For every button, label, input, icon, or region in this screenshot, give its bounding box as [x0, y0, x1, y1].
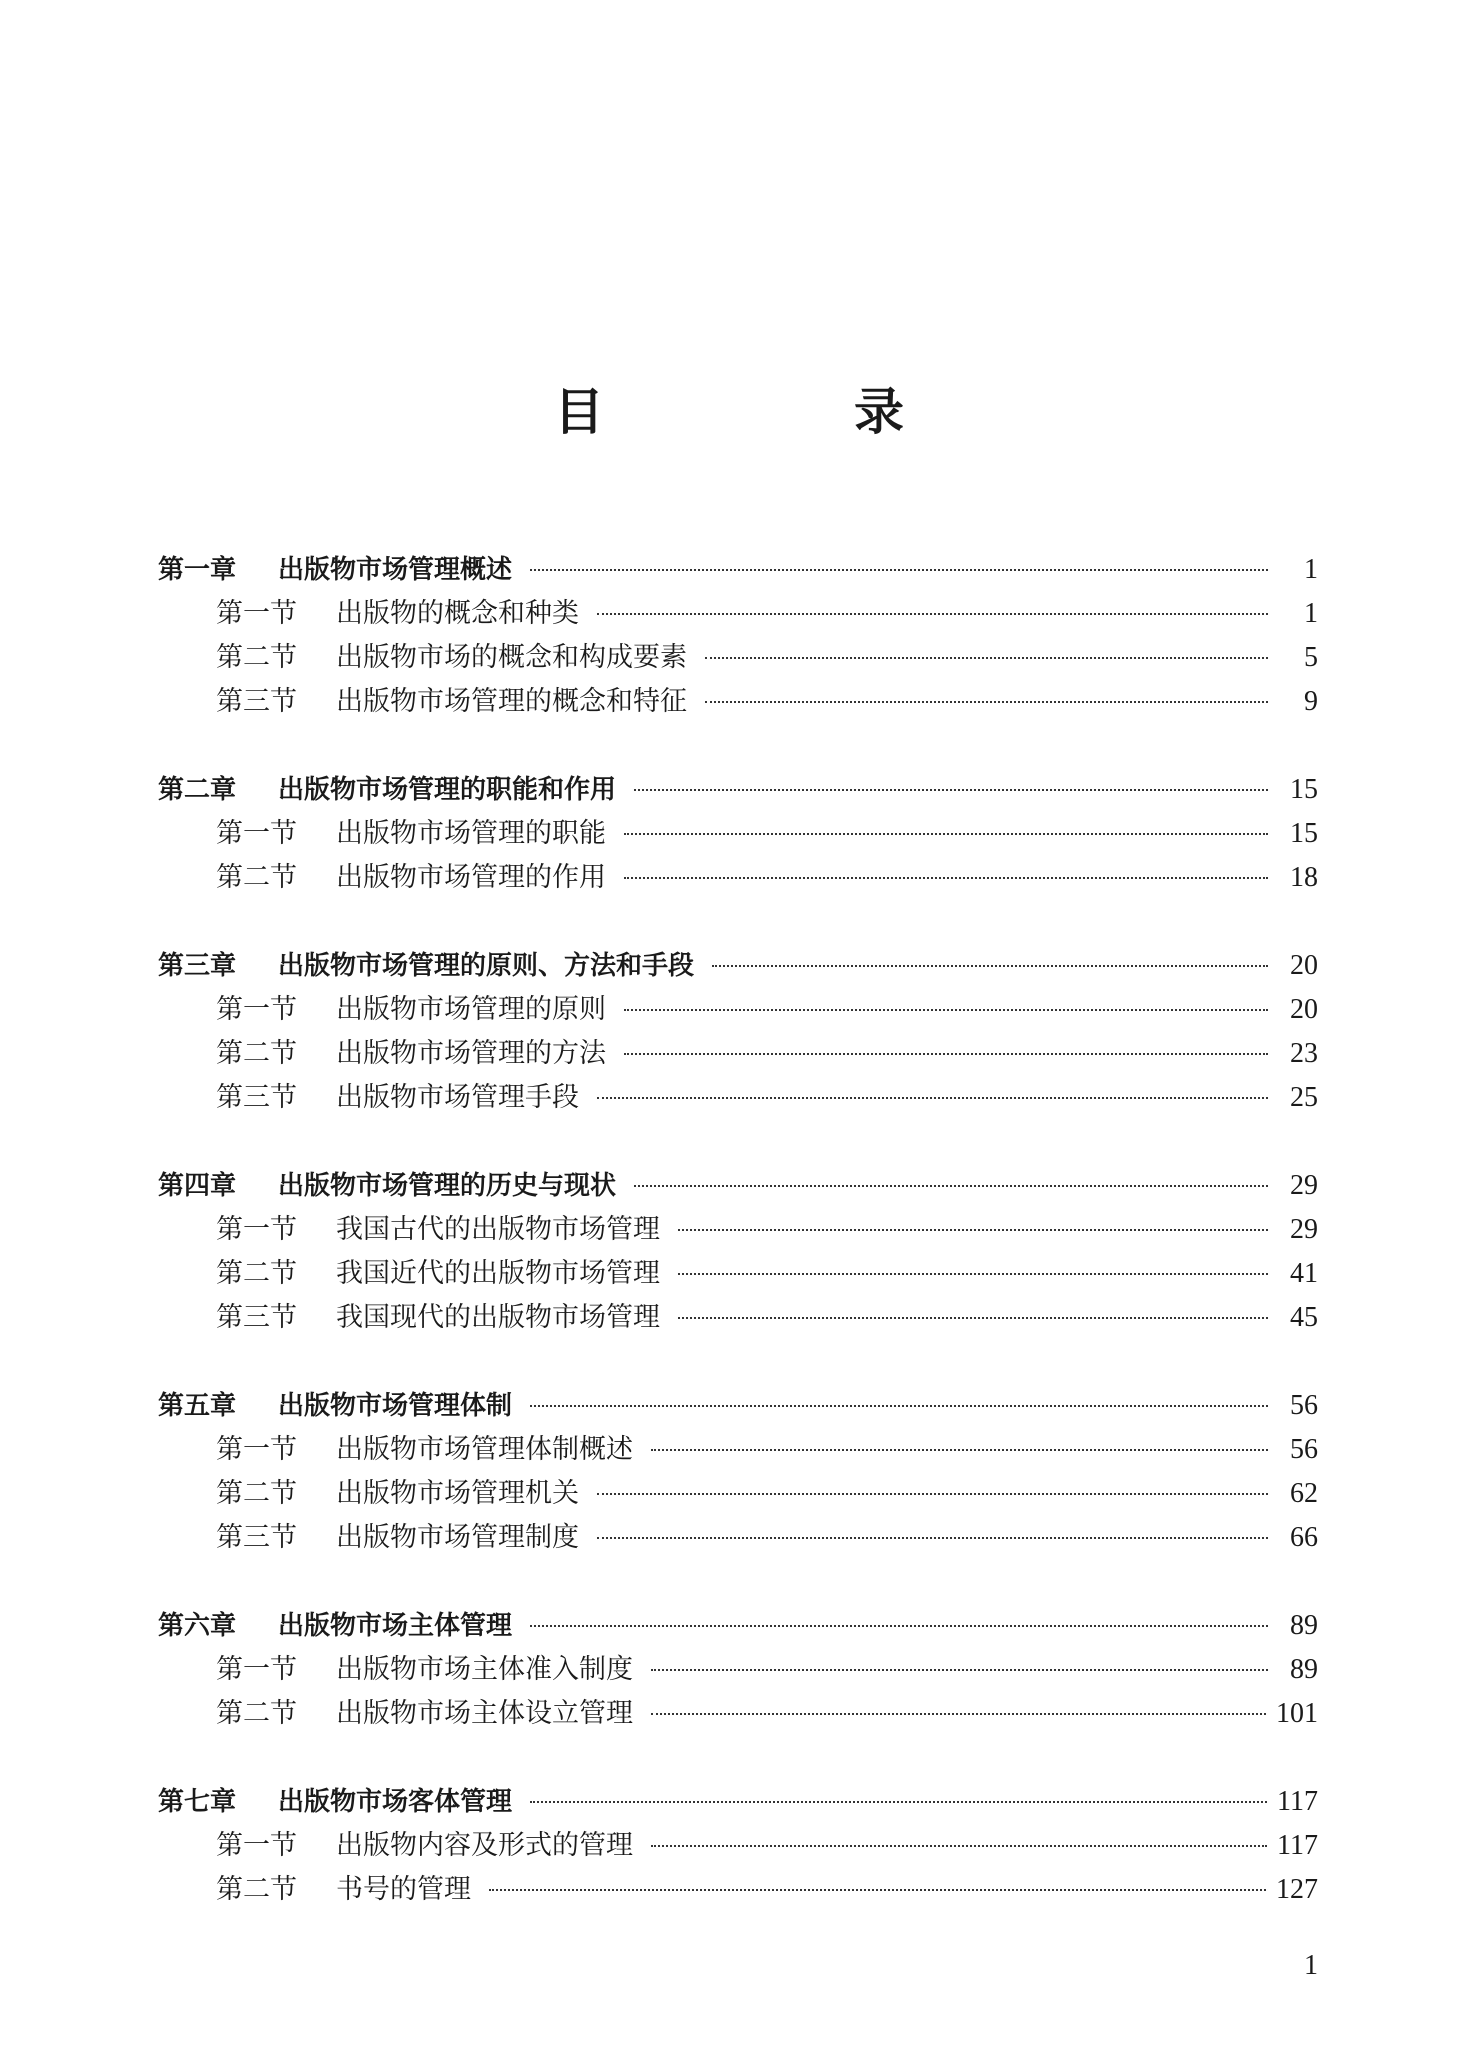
- toc-chapter-row[interactable]: [158, 1384, 1318, 1428]
- section-label: 第一节: [216, 1654, 297, 1685]
- dot-leader: [624, 1009, 1268, 1011]
- section-label: 第二节: [216, 862, 297, 893]
- section-label: 第三节: [216, 1522, 297, 1553]
- section-title: 出版物的概念和种类: [336, 598, 579, 629]
- dot-leader: [634, 789, 1268, 791]
- page-ref: 45: [1290, 1302, 1318, 1333]
- page-ref: 89: [1290, 1610, 1318, 1641]
- section-label: 第二节: [216, 1478, 297, 1509]
- toc-section-row[interactable]: [158, 1032, 1318, 1076]
- dot-leader: [624, 1053, 1268, 1055]
- toc-chapter-row[interactable]: [158, 1604, 1318, 1648]
- dot-leader: [597, 1537, 1268, 1539]
- dot-leader: [678, 1229, 1268, 1231]
- page-ref: 62: [1290, 1478, 1318, 1509]
- dot-leader: [597, 1493, 1268, 1495]
- section-label: 第一节: [216, 994, 297, 1025]
- section-title: 出版物市场主体准入制度: [336, 1654, 633, 1685]
- page-ref: 29: [1290, 1170, 1318, 1201]
- page-ref: 56: [1290, 1434, 1318, 1465]
- page-ref: 20: [1290, 994, 1318, 1025]
- section-title: 出版物市场的概念和构成要素: [336, 642, 687, 673]
- toc-section-row[interactable]: [158, 1208, 1318, 1252]
- toc-section-row[interactable]: [158, 1428, 1318, 1472]
- section-title: 出版物市场管理的概念和特征: [336, 686, 687, 717]
- page-ref: 9: [1304, 686, 1318, 717]
- chapter-title: 出版物市场管理的原则、方法和手段: [278, 951, 695, 981]
- chapter-title: 出版物市场主体管理: [278, 1611, 513, 1641]
- section-title: 我国现代的出版物市场管理: [336, 1302, 660, 1333]
- section-label: 第二节: [216, 1874, 297, 1905]
- chapter-label: 第二章: [158, 775, 237, 805]
- dot-leader: [705, 657, 1268, 659]
- section-label: 第二节: [216, 1258, 297, 1289]
- dot-leader: [651, 1713, 1266, 1715]
- dot-leader: [651, 1449, 1268, 1451]
- toc-section-row[interactable]: [158, 856, 1318, 900]
- chapter-title: 出版物市场管理的历史与现状: [278, 1171, 617, 1201]
- section-title: 我国古代的出版物市场管理: [336, 1214, 660, 1245]
- toc-section-row[interactable]: [158, 592, 1318, 636]
- page-ref: 25: [1290, 1082, 1318, 1113]
- toc-section-row[interactable]: [158, 1824, 1318, 1868]
- dot-leader: [712, 965, 1268, 967]
- page-ref: 41: [1290, 1258, 1318, 1289]
- page-ref: 101: [1276, 1698, 1318, 1729]
- section-title: 出版物市场管理的职能: [336, 818, 606, 849]
- section-label: 第二节: [216, 1038, 297, 1069]
- dot-leader: [624, 833, 1268, 835]
- dot-leader: [530, 1405, 1268, 1407]
- toc-section-row[interactable]: [158, 1516, 1318, 1560]
- section-label: 第一节: [216, 1434, 297, 1465]
- section-title: 出版物市场管理的作用: [336, 862, 606, 893]
- toc-section-row[interactable]: [158, 1296, 1318, 1340]
- section-title: 出版物市场管理体制概述: [336, 1434, 633, 1465]
- section-title: 书号的管理: [336, 1874, 471, 1905]
- page-ref: 18: [1290, 862, 1318, 893]
- section-title: 我国近代的出版物市场管理: [336, 1258, 660, 1289]
- dot-leader: [634, 1185, 1268, 1187]
- chapter-block: [158, 1604, 1318, 1736]
- section-title: 出版物内容及形式的管理: [336, 1830, 633, 1861]
- section-label: 第一节: [216, 598, 297, 629]
- section-title: 出版物市场管理的原则: [336, 994, 606, 1025]
- section-label: 第二节: [216, 642, 297, 673]
- section-label: 第二节: [216, 1698, 297, 1729]
- toc-section-row[interactable]: [158, 1252, 1318, 1296]
- chapter-title: 出版物市场管理体制: [278, 1391, 513, 1421]
- chapter-block: [158, 768, 1318, 900]
- toc-chapter-row[interactable]: [158, 768, 1318, 812]
- page-ref: 127: [1276, 1874, 1318, 1905]
- dot-leader: [597, 1097, 1268, 1099]
- dot-leader: [597, 613, 1268, 615]
- toc-section-row[interactable]: [158, 1648, 1318, 1692]
- chapter-block: [158, 1780, 1318, 1912]
- section-title: 出版物市场管理手段: [336, 1082, 579, 1113]
- chapter-label: 第六章: [158, 1611, 237, 1641]
- dot-leader: [651, 1669, 1268, 1671]
- page-ref: 15: [1290, 774, 1318, 805]
- chapter-block: [158, 944, 1318, 1120]
- toc-section-row[interactable]: [158, 1692, 1318, 1736]
- section-label: 第一节: [216, 818, 297, 849]
- page-ref: 1: [1304, 598, 1318, 629]
- dot-leader: [678, 1273, 1268, 1275]
- section-label: 第三节: [216, 686, 297, 717]
- chapter-label: 第七章: [158, 1787, 237, 1817]
- page-ref: 15: [1290, 818, 1318, 849]
- page-ref: 29: [1290, 1214, 1318, 1245]
- table-of-contents: [158, 548, 1318, 1956]
- page-ref: 117: [1277, 1786, 1318, 1817]
- page-ref: 117: [1277, 1830, 1318, 1861]
- dot-leader: [651, 1845, 1267, 1847]
- chapter-label: 第一章: [158, 555, 237, 585]
- page-ref: 66: [1290, 1522, 1318, 1553]
- page-ref: 5: [1304, 642, 1318, 673]
- toc-section-row[interactable]: [158, 636, 1318, 680]
- dot-leader: [530, 569, 1268, 571]
- chapter-label: 第三章: [158, 951, 237, 981]
- page-ref: 1: [1304, 554, 1318, 585]
- page-ref: 20: [1290, 950, 1318, 981]
- toc-section-row[interactable]: [158, 1868, 1318, 1912]
- chapter-label: 第四章: [158, 1171, 237, 1201]
- dot-leader: [530, 1801, 1267, 1803]
- dot-leader: [530, 1625, 1268, 1627]
- toc-section-row[interactable]: [158, 812, 1318, 856]
- page-title: 目 录: [554, 383, 1004, 441]
- section-label: 第三节: [216, 1082, 297, 1113]
- chapter-block: [158, 1384, 1318, 1560]
- toc-chapter-row[interactable]: [158, 548, 1318, 592]
- toc-section-row[interactable]: [158, 988, 1318, 1032]
- dot-leader: [624, 877, 1268, 879]
- toc-chapter-row[interactable]: [158, 1164, 1318, 1208]
- toc-chapter-row[interactable]: [158, 944, 1318, 988]
- dot-leader: [705, 701, 1268, 703]
- section-title: 出版物市场主体设立管理: [336, 1698, 633, 1729]
- toc-section-row[interactable]: [158, 680, 1318, 724]
- chapter-block: [158, 1164, 1318, 1340]
- section-title: 出版物市场管理机关: [336, 1478, 579, 1509]
- chapter-title: 出版物市场管理概述: [278, 555, 513, 585]
- section-title: 出版物市场管理的方法: [336, 1038, 606, 1069]
- dot-leader: [678, 1317, 1268, 1319]
- chapter-label: 第五章: [158, 1391, 237, 1421]
- section-label: 第一节: [216, 1830, 297, 1861]
- section-title: 出版物市场管理制度: [336, 1522, 579, 1553]
- section-label: 第三节: [216, 1302, 297, 1333]
- toc-section-row[interactable]: [158, 1076, 1318, 1120]
- page-ref: 89: [1290, 1654, 1318, 1685]
- chapter-block: [158, 548, 1318, 724]
- chapter-title: 出版物市场客体管理: [278, 1787, 513, 1817]
- dot-leader: [489, 1889, 1266, 1891]
- page-number: 1: [1304, 1950, 1318, 1981]
- page-ref: 56: [1290, 1390, 1318, 1421]
- section-label: 第一节: [216, 1214, 297, 1245]
- page-ref: 23: [1290, 1038, 1318, 1069]
- toc-section-row[interactable]: [158, 1472, 1318, 1516]
- toc-chapter-row[interactable]: [158, 1780, 1318, 1824]
- chapter-title: 出版物市场管理的职能和作用: [278, 775, 617, 805]
